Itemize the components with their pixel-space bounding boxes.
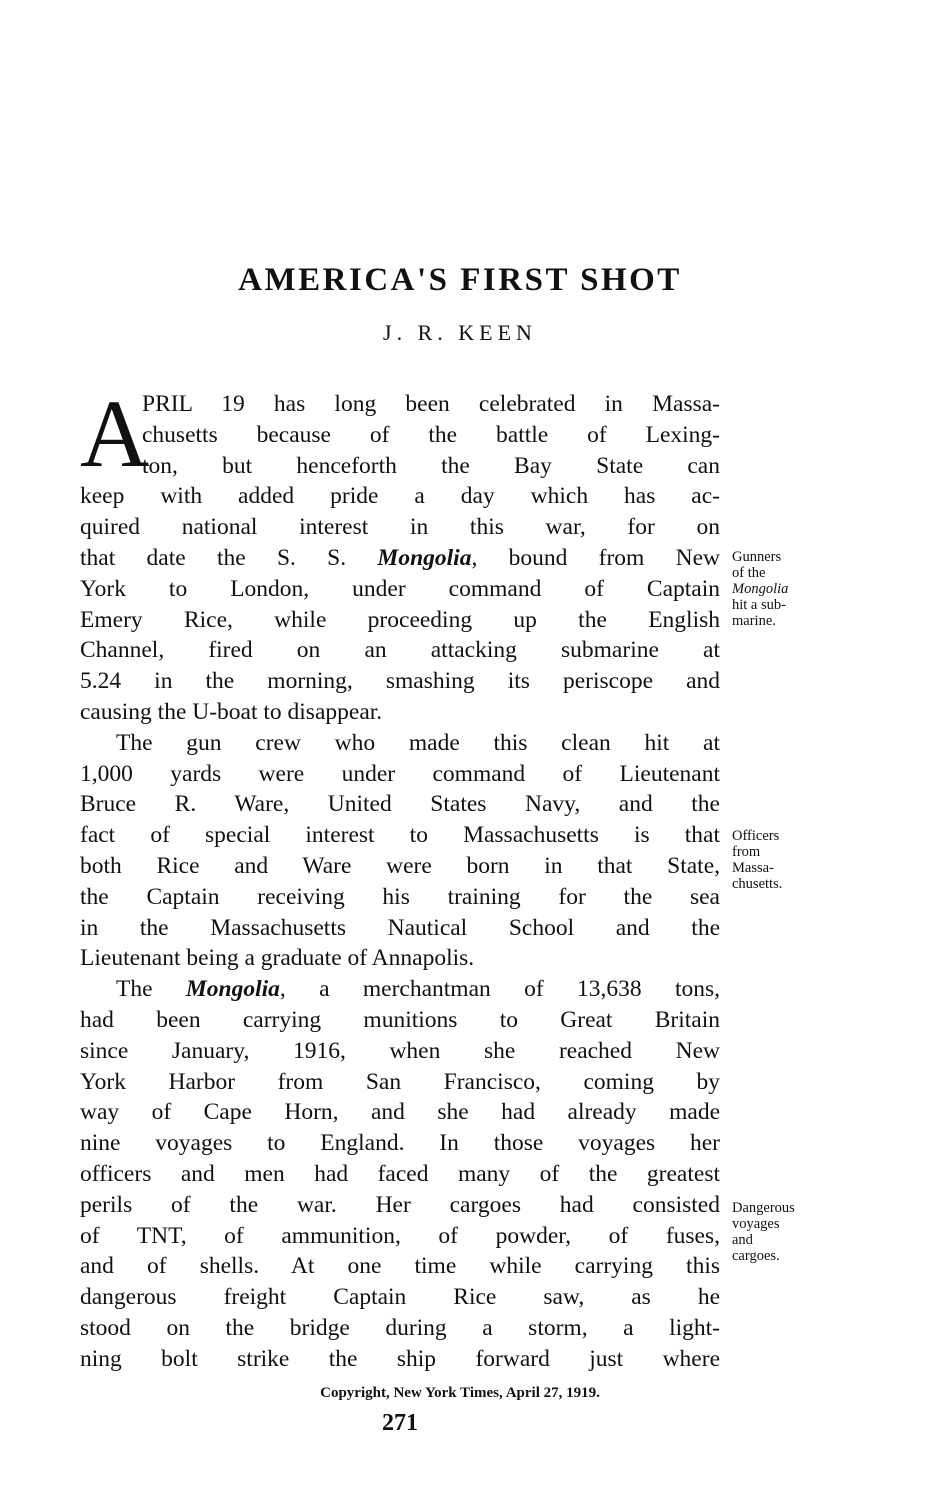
text-line: York to London, under command of Captain	[80, 575, 720, 602]
sidenote-gunners	[732, 549, 842, 629]
text-line: had been carrying munitions to Great Britain	[80, 1006, 720, 1033]
page-number: 271	[382, 1410, 418, 1436]
sidenote-line: Gunners	[732, 549, 782, 565]
sidenote-line: Dangerous	[732, 1200, 795, 1216]
text-line: Lieutenant being a graduate of Annapolis.	[80, 945, 475, 972]
sidenote-line: marine.	[732, 613, 776, 629]
text-line: that date the S. S. Mongolia, bound from New	[80, 544, 720, 571]
sidenote-line: hit a sub-	[732, 597, 786, 613]
text-line: since January, 1916, when she reached New	[80, 1037, 720, 1064]
text-line: Bruce R. Ware, United States Navy, and the	[80, 791, 720, 818]
text-line: PRIL 19 has long been celebrated in Massa-	[142, 391, 720, 417]
article-title: AMERICA'S FIRST SHOT	[238, 262, 682, 298]
text-line: Channel, fired on an attacking submarine at	[80, 637, 720, 664]
text-line: York Harbor from San Francisco, coming by	[80, 1068, 720, 1095]
text-line: of TNT, of ammunition, of powder, of fuses,	[80, 1222, 720, 1249]
sidenote-line: Mongolia	[732, 581, 789, 597]
text-line: the Captain receiving his training for the sea	[80, 883, 720, 910]
text-line: causing the U-boat to disappear.	[80, 698, 383, 725]
ship-name: Mongolia	[377, 544, 472, 571]
sidenote-line: Massa-	[732, 860, 774, 876]
text-line: fact of special interest to Massachusetts is that	[80, 822, 720, 849]
text-line: nine voyages to England. In those voyages her	[80, 1130, 720, 1157]
text-line: 1,000 yards were under command of Lieutenant	[80, 760, 720, 787]
text-line: chusetts because of the battle of Lexing-	[142, 421, 720, 448]
text-line: both Rice and Ware were born in that State,	[80, 852, 720, 879]
text-line: ton, but henceforth the Bay State can	[142, 452, 720, 479]
ship-name: Mongolia	[185, 976, 280, 1003]
text-line: way of Cape Horn, and she had already made	[80, 1099, 720, 1126]
sidenote-line: Officers	[732, 828, 780, 844]
copyright-notice: Copyright, New York Times, April 27, 1919.	[320, 1385, 600, 1401]
text-line: and of shells. At one time while carrying this	[80, 1253, 720, 1280]
text-line: quired national interest in this war, for on	[80, 514, 720, 541]
text-line: stood on the bridge during a storm, a light-	[80, 1314, 720, 1341]
text-line: officers and men had faced many of the greatest	[80, 1160, 720, 1187]
text-line: ning bolt strike the ship forward just where	[80, 1345, 720, 1372]
sidenote-line: and	[732, 1232, 753, 1248]
sidenote-officers	[732, 828, 842, 892]
sidenote-line: voyages	[732, 1216, 780, 1232]
sidenote-line: chusetts.	[732, 876, 783, 892]
text-line: Emery Rice, while proceeding up the English	[80, 606, 720, 633]
drop-cap: A	[80, 380, 150, 487]
text-line: keep with added pride a day which has ac-	[80, 483, 720, 510]
text-line: The gun crew who made this clean hit at	[116, 729, 720, 756]
text-line: perils of the war. Her cargoes had consisted	[80, 1191, 720, 1218]
text-line: dangerous freight Captain Rice saw, as he	[80, 1284, 720, 1311]
article-author: J. R. KEEN	[383, 320, 537, 345]
article-body	[80, 389, 720, 1375]
sidenote-line: cargoes.	[732, 1248, 780, 1264]
sidenote-dangerous	[732, 1200, 842, 1264]
text-line: The Mongolia, a merchantman of 13,638 tons,	[116, 976, 720, 1003]
text-line: in the Massachusetts Nautical School and the	[80, 914, 720, 941]
sidenote-line: of the	[732, 565, 766, 581]
text-line: 5.24 in the morning, smashing its periscope and	[80, 668, 720, 695]
sidenote-line: from	[732, 844, 761, 860]
